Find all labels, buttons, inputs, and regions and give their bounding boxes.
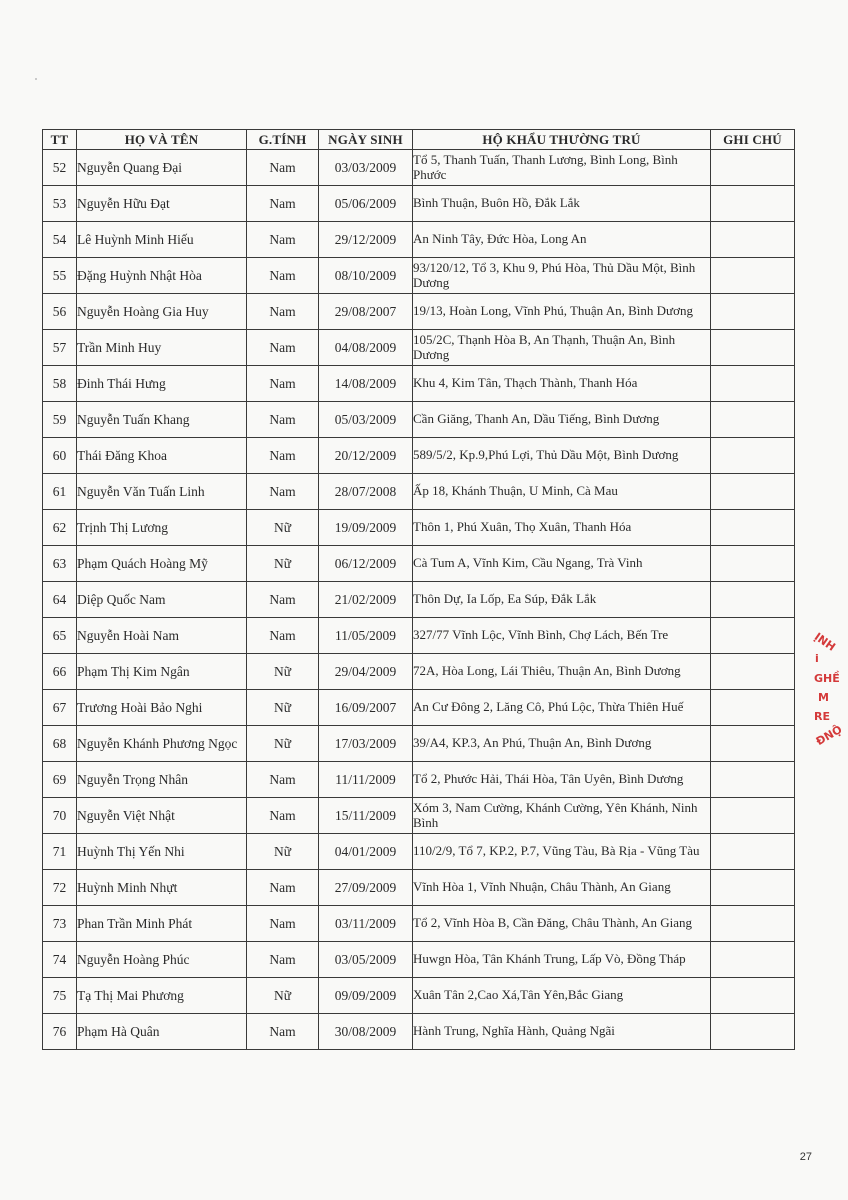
cell-tt: 52	[43, 150, 77, 186]
cell-address: Xuân Tân 2,Cao Xá,Tân Yên,Bắc Giang	[413, 978, 711, 1014]
cell-dob: 30/08/2009	[319, 1014, 413, 1050]
table-row	[43, 150, 795, 186]
cell-gender: Nam	[247, 870, 319, 906]
cell-tt: 56	[43, 294, 77, 330]
cell-name: Nguyễn Quang Đại	[77, 150, 247, 186]
cell-gender: Nam	[247, 258, 319, 294]
table-row	[43, 726, 795, 762]
cell-address: Xóm 3, Nam Cường, Khánh Cường, Yên Khánh, Ninh Bình	[413, 798, 711, 834]
cell-address: Tổ 5, Thanh Tuấn, Thanh Lương, Bình Long, Bình Phước	[413, 150, 711, 186]
svg-text:ĐNỘ: ĐNỘ	[813, 722, 845, 749]
table-row	[43, 654, 795, 690]
cell-dob: 09/09/2009	[319, 978, 413, 1014]
cell-note	[711, 906, 795, 942]
cell-name: Nguyễn Việt Nhật	[77, 798, 247, 834]
table-row	[43, 906, 795, 942]
cell-dob: 20/12/2009	[319, 438, 413, 474]
cell-tt: 54	[43, 222, 77, 258]
cell-name: Phạm Thị Kim Ngân	[77, 654, 247, 690]
cell-gender: Nữ	[247, 834, 319, 870]
cell-name: Nguyễn Hoàng Phúc	[77, 942, 247, 978]
cell-name: Đinh Thái Hưng	[77, 366, 247, 402]
cell-gender: Nam	[247, 906, 319, 942]
cell-name: Tạ Thị Mai Phương	[77, 978, 247, 1014]
cell-tt: 65	[43, 618, 77, 654]
cell-note	[711, 438, 795, 474]
cell-address: Thôn Dự, Ia Lốp, Ea Súp, Đắk Lắk	[413, 582, 711, 618]
cell-gender: Nam	[247, 582, 319, 618]
header-name: HỌ VÀ TÊN	[77, 130, 247, 150]
cell-tt: 58	[43, 366, 77, 402]
cell-gender: Nam	[247, 762, 319, 798]
cell-dob: 08/10/2009	[319, 258, 413, 294]
cell-gender: Nữ	[247, 726, 319, 762]
cell-tt: 55	[43, 258, 77, 294]
table-row	[43, 546, 795, 582]
cell-address: Ấp 18, Khánh Thuận, U Minh, Cà Mau	[413, 474, 711, 510]
cell-note	[711, 366, 795, 402]
cell-name: Huỳnh Minh Nhựt	[77, 870, 247, 906]
table-row	[43, 330, 795, 366]
cell-tt: 72	[43, 870, 77, 906]
cell-tt: 57	[43, 330, 77, 366]
cell-name: Nguyễn Hữu Đạt	[77, 186, 247, 222]
cell-name: Lê Huỳnh Minh Hiếu	[77, 222, 247, 258]
cell-address: An Ninh Tây, Đức Hòa, Long An	[413, 222, 711, 258]
table-row	[43, 402, 795, 438]
cell-note	[711, 474, 795, 510]
cell-dob: 03/05/2009	[319, 942, 413, 978]
cell-dob: 03/03/2009	[319, 150, 413, 186]
cell-name: Nguyễn Tuấn Khang	[77, 402, 247, 438]
table-row	[43, 474, 795, 510]
cell-address: 39/A4, KP.3, An Phú, Thuận An, Bình Dương	[413, 726, 711, 762]
cell-note	[711, 978, 795, 1014]
svg-text:GHỀ: GHỀ	[814, 672, 840, 685]
cell-tt: 74	[43, 942, 77, 978]
cell-gender: Nam	[247, 438, 319, 474]
cell-address: 72A, Hòa Long, Lái Thiêu, Thuận An, Bình Dương	[413, 654, 711, 690]
cell-note	[711, 690, 795, 726]
cell-name: Diệp Quốc Nam	[77, 582, 247, 618]
cell-dob: 21/02/2009	[319, 582, 413, 618]
table-row	[43, 798, 795, 834]
cell-name: Huỳnh Thị Yến Nhi	[77, 834, 247, 870]
cell-address: 105/2C, Thạnh Hòa B, An Thạnh, Thuận An, Bình Dương	[413, 330, 711, 366]
table-row	[43, 258, 795, 294]
cell-note	[711, 546, 795, 582]
table-row	[43, 222, 795, 258]
scan-speck	[35, 78, 37, 80]
cell-gender: Nữ	[247, 510, 319, 546]
student-roster-table	[42, 129, 795, 1050]
cell-dob: 14/08/2009	[319, 366, 413, 402]
cell-note	[711, 618, 795, 654]
cell-address: Khu 4, Kim Tân, Thạch Thành, Thanh Hóa	[413, 366, 711, 402]
cell-dob: 15/11/2009	[319, 798, 413, 834]
table-row	[43, 186, 795, 222]
svg-text:ỊNH: ỊNH	[811, 630, 838, 654]
cell-address: Cà Tum A, Vĩnh Kim, Cầu Ngang, Trà Vinh	[413, 546, 711, 582]
cell-name: Trịnh Thị Lương	[77, 510, 247, 546]
cell-dob: 28/07/2008	[319, 474, 413, 510]
cell-address: 19/13, Hoàn Long, Vĩnh Phú, Thuận An, Bình Dương	[413, 294, 711, 330]
cell-tt: 73	[43, 906, 77, 942]
cell-name: Trương Hoài Bảo Nghi	[77, 690, 247, 726]
page-number: 27	[799, 1151, 812, 1163]
cell-note	[711, 294, 795, 330]
cell-address: Cần Giăng, Thanh An, Dầu Tiếng, Bình Dương	[413, 402, 711, 438]
cell-name: Phan Trần Minh Phát	[77, 906, 247, 942]
table-row	[43, 618, 795, 654]
table-row	[43, 438, 795, 474]
cell-dob: 17/03/2009	[319, 726, 413, 762]
table-row	[43, 762, 795, 798]
cell-note	[711, 1014, 795, 1050]
header-gender: G.TÍNH	[247, 130, 319, 150]
cell-dob: 19/09/2009	[319, 510, 413, 546]
cell-address: 327/77 Vĩnh Lộc, Vĩnh Bình, Chợ Lách, Bến Tre	[413, 618, 711, 654]
cell-note	[711, 186, 795, 222]
table-row	[43, 294, 795, 330]
cell-gender: Nam	[247, 222, 319, 258]
cell-dob: 03/11/2009	[319, 906, 413, 942]
cell-address: An Cư Đông 2, Lăng Cô, Phú Lộc, Thừa Thiên Huế	[413, 690, 711, 726]
table-row	[43, 366, 795, 402]
cell-gender: Nam	[247, 798, 319, 834]
table-row	[43, 978, 795, 1014]
cell-name: Nguyễn Hoài Nam	[77, 618, 247, 654]
cell-note	[711, 762, 795, 798]
cell-gender: Nữ	[247, 654, 319, 690]
cell-dob: 04/08/2009	[319, 330, 413, 366]
cell-dob: 04/01/2009	[319, 834, 413, 870]
cell-note	[711, 834, 795, 870]
header-note: GHI CHÚ	[711, 130, 795, 150]
cell-dob: 29/12/2009	[319, 222, 413, 258]
cell-tt: 69	[43, 762, 77, 798]
cell-gender: Nam	[247, 294, 319, 330]
cell-gender: Nam	[247, 1014, 319, 1050]
cell-note	[711, 582, 795, 618]
cell-tt: 76	[43, 1014, 77, 1050]
cell-dob: 06/12/2009	[319, 546, 413, 582]
cell-name: Đặng Huỳnh Nhật Hòa	[77, 258, 247, 294]
cell-dob: 29/04/2009	[319, 654, 413, 690]
cell-gender: Nam	[247, 366, 319, 402]
cell-tt: 63	[43, 546, 77, 582]
cell-note	[711, 222, 795, 258]
cell-note	[711, 798, 795, 834]
cell-address: Hành Trung, Nghĩa Hành, Quảng Ngãi	[413, 1014, 711, 1050]
cell-name: Phạm Hà Quân	[77, 1014, 247, 1050]
table-body	[43, 150, 795, 1050]
cell-address: 93/120/12, Tổ 3, Khu 9, Phú Hòa, Thủ Dầu Một, Bình Dương	[413, 258, 711, 294]
header-tt: TT	[43, 130, 77, 150]
cell-tt: 62	[43, 510, 77, 546]
cell-note	[711, 870, 795, 906]
cell-gender: Nữ	[247, 978, 319, 1014]
svg-text:RE: RE	[814, 710, 830, 723]
cell-name: Nguyễn Văn Tuấn Linh	[77, 474, 247, 510]
cell-address: 110/2/9, Tổ 7, KP.2, P.7, Vũng Tàu, Bà Rịa - Vũng Tàu	[413, 834, 711, 870]
cell-address: Thôn 1, Phú Xuân, Thọ Xuân, Thanh Hóa	[413, 510, 711, 546]
cell-address: Tổ 2, Phước Hải, Thái Hòa, Tân Uyên, Bình Dương	[413, 762, 711, 798]
cell-address: Vĩnh Hòa 1, Vĩnh Nhuận, Châu Thành, An Giang	[413, 870, 711, 906]
cell-gender: Nam	[247, 474, 319, 510]
cell-tt: 60	[43, 438, 77, 474]
svg-text:i: i	[815, 652, 819, 665]
cell-address: 589/5/2, Kp.9,Phú Lợi, Thủ Dầu Một, Bình Dương	[413, 438, 711, 474]
cell-dob: 05/06/2009	[319, 186, 413, 222]
cell-note	[711, 402, 795, 438]
cell-name: Trần Minh Huy	[77, 330, 247, 366]
cell-gender: Nam	[247, 150, 319, 186]
cell-tt: 53	[43, 186, 77, 222]
cell-gender: Nữ	[247, 546, 319, 582]
cell-name: Phạm Quách Hoàng Mỹ	[77, 546, 247, 582]
cell-tt: 75	[43, 978, 77, 1014]
cell-dob: 16/09/2007	[319, 690, 413, 726]
cell-name: Nguyễn Khánh Phương Ngọc	[77, 726, 247, 762]
cell-address: Tổ 2, Vĩnh Hòa B, Cần Đăng, Châu Thành, An Giang	[413, 906, 711, 942]
svg-text:M: M	[818, 691, 829, 704]
header-address: HỘ KHẨU THƯỜNG TRÚ	[413, 130, 711, 150]
cell-note	[711, 258, 795, 294]
cell-gender: Nam	[247, 618, 319, 654]
cell-gender: Nam	[247, 330, 319, 366]
table-row	[43, 870, 795, 906]
cell-note	[711, 726, 795, 762]
cell-tt: 67	[43, 690, 77, 726]
table-row	[43, 942, 795, 978]
cell-name: Nguyễn Hoàng Gia Huy	[77, 294, 247, 330]
cell-note	[711, 942, 795, 978]
cell-dob: 27/09/2009	[319, 870, 413, 906]
cell-address: Bình Thuận, Buôn Hồ, Đắk Lắk	[413, 186, 711, 222]
cell-tt: 68	[43, 726, 77, 762]
cell-dob: 05/03/2009	[319, 402, 413, 438]
cell-name: Thái Đăng Khoa	[77, 438, 247, 474]
cell-tt: 70	[43, 798, 77, 834]
table-row	[43, 582, 795, 618]
cell-gender: Nữ	[247, 690, 319, 726]
red-seal-stamp	[808, 615, 848, 755]
cell-gender: Nam	[247, 186, 319, 222]
cell-note	[711, 654, 795, 690]
cell-tt: 64	[43, 582, 77, 618]
cell-note	[711, 150, 795, 186]
cell-note	[711, 330, 795, 366]
cell-tt: 61	[43, 474, 77, 510]
cell-name: Nguyễn Trọng Nhân	[77, 762, 247, 798]
table-header-row	[43, 130, 795, 150]
table-row	[43, 690, 795, 726]
cell-tt: 59	[43, 402, 77, 438]
cell-note	[711, 510, 795, 546]
table-row	[43, 834, 795, 870]
cell-dob: 11/05/2009	[319, 618, 413, 654]
cell-dob: 29/08/2007	[319, 294, 413, 330]
cell-tt: 66	[43, 654, 77, 690]
header-dob: NGÀY SINH	[319, 130, 413, 150]
cell-dob: 11/11/2009	[319, 762, 413, 798]
cell-gender: Nam	[247, 942, 319, 978]
cell-address: Huwgn Hòa, Tân Khánh Trung, Lấp Vò, Đồng Tháp	[413, 942, 711, 978]
table-row	[43, 510, 795, 546]
cell-gender: Nam	[247, 402, 319, 438]
table-row	[43, 1014, 795, 1050]
cell-tt: 71	[43, 834, 77, 870]
